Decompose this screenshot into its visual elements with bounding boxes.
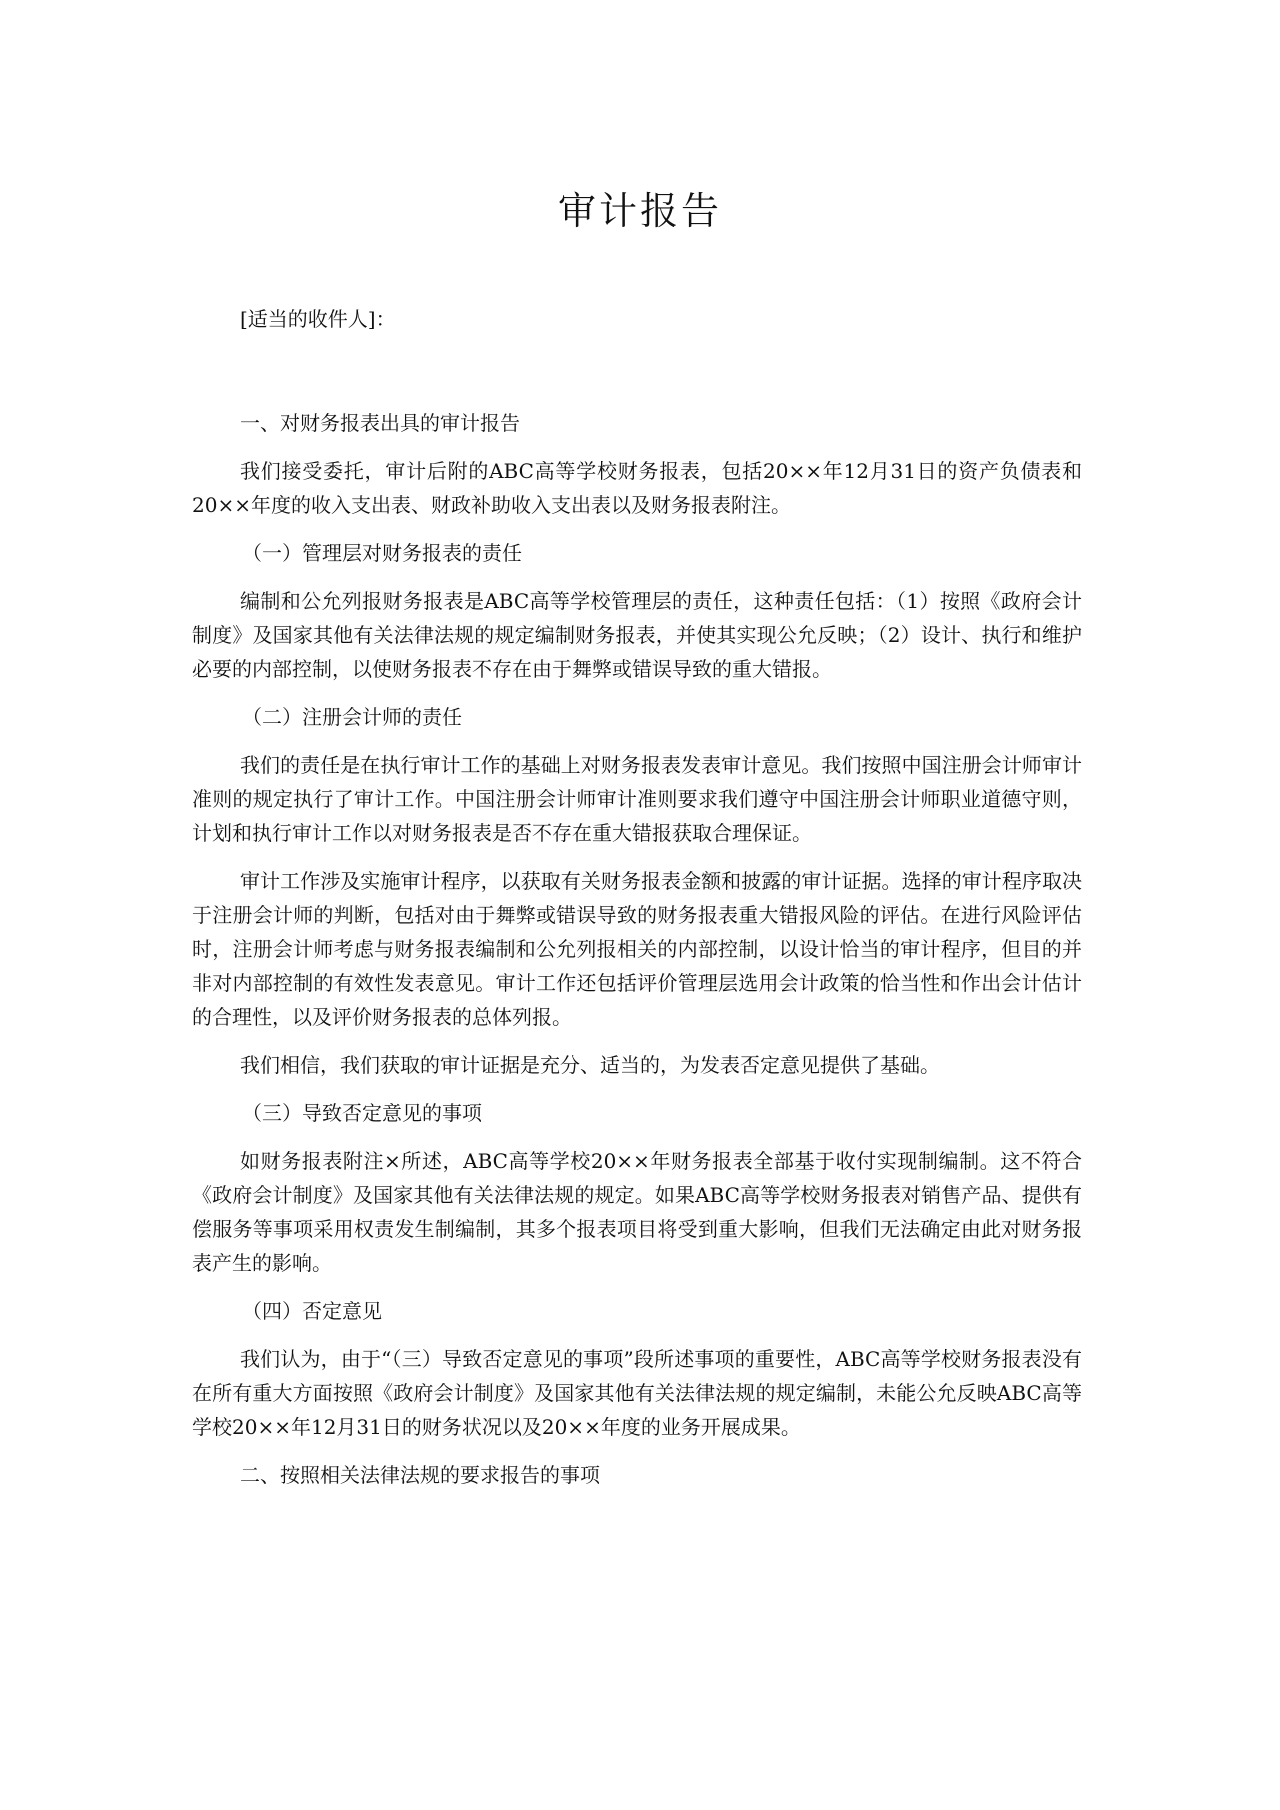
section-heading-2: 二、按照相关法律法规的要求报告的事项 <box>240 1463 600 1487</box>
body-paragraph: 我们接受委托，审计后附的ABC高等学校财务报表，包括20××年12月31日的资产负债表和20××年度的收入支出表、财政补助收入支出表以及财务报表附注。 <box>192 459 1082 517</box>
document-title: 审计报告 <box>557 189 722 233</box>
body-paragraph: 审计工作涉及实施审计程序，以获取有关财务报表金额和披露的审计证据。选择的审计程序取决于注册会计师的判断，包括对由于舞弊或错误导致的财务报表重大错报风险的评估。在进行风险评估时，注册会计师考虑与财务报表编制和公允列报相关的内部控制，以设计恰当的审计程序，但目的并非对内部控制的有效性发表意见。审计工作还包括评价管理层选用会计政策的恰当性和作出会计估计的合理性，以及评价财务报表的总体列报。 <box>192 869 1082 1029</box>
subsection-heading-4: （四）否定意见 <box>242 1299 382 1323</box>
body-paragraph: 我们相信，我们获取的审计证据是充分、适当的，为发表否定意见提供了基础。 <box>240 1053 940 1077</box>
body-paragraph: 如财务报表附注×所述，ABC高等学校20××年财务报表全部基于收付实现制编制。这不符合《政府会计制度》及国家其他有关法律法规的规定。如果ABC高等学校财务报表对销售产品、提供有偿服务等事项采用权责发生制编制，其多个报表项目将受到重大影响，但我们无法确定由此对财务报表产生的影响。 <box>192 1149 1082 1275</box>
section-heading-1: 一、对财务报表出具的审计报告 <box>240 411 520 435</box>
body-paragraph: 我们的责任是在执行审计工作的基础上对财务报表发表审计意见。我们按照中国注册会计师审计准则的规定执行了审计工作。中国注册会计师审计准则要求我们遵守中国注册会计师职业道德守则，计划和执行审计工作以对财务报表是否不存在重大错报获取合理保证。 <box>192 753 1082 845</box>
document-body <box>192 406 1082 1506</box>
subsection-heading-1: （一）管理层对财务报表的责任 <box>242 541 522 565</box>
recipient-line: [适当的收件人]： <box>240 307 396 331</box>
subsection-heading-2: （二）注册会计师的责任 <box>242 705 462 729</box>
body-paragraph: 我们认为，由于“（三）导致否定意见的事项”段所述事项的重要性，ABC高等学校财务报表没有在所有重大方面按照《政府会计制度》及国家其他有关法律法规的规定编制，未能公允反映ABC高等学校20××年12月31日的财务状况以及20××年度的业务开展成果。 <box>192 1347 1082 1439</box>
body-paragraph: 编制和公允列报财务报表是ABC高等学校管理层的责任，这种责任包括：（1）按照《政府会计制度》及国家其他有关法律法规的规定编制财务报表，并使其实现公允反映；（2）设计、执行和维护必要的内部控制，以使财务报表不存在由于舞弊或错误导致的重大错报。 <box>192 589 1082 681</box>
subsection-heading-3: （三）导致否定意见的事项 <box>242 1101 482 1125</box>
